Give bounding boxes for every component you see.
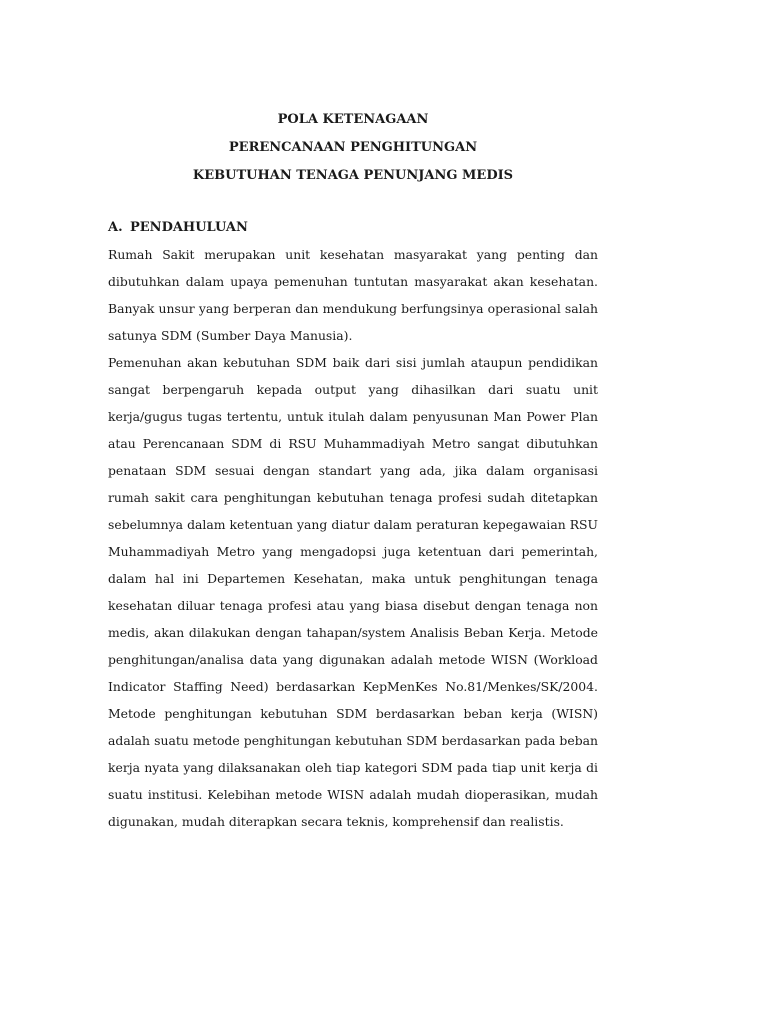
- section-heading: [108, 214, 598, 241]
- title-line-3: KEBUTUHAN TENAGA PENUNJANG MEDIS: [192, 168, 514, 183]
- title-line-1: POLA KETENAGAAN: [277, 112, 429, 127]
- title-line-2: PERENCANAAN PENGHITUNGAN: [228, 140, 478, 155]
- paragraph-1: Rumah Sakit merupakan unit kesehatan masyarakat yang penting dan dibutuhkan dalam upaya pemenuhan tuntutan masyarakat akan kesehatan. Banyak unsur yang berperan dan mendukung berfungsinya operasional salah satunya SDM (Sumber Daya Manusia).: [108, 247, 598, 343]
- paragraph-2: Pemenuhan akan kebutuhan SDM baik dari sisi jumlah ataupun pendidikan sangat berpengaruh kepada output yang dihasilkan dari suatu unit kerja/gugus tugas tertentu, untuk itulah dalam penyusunan Man Power Plan atau Perencanaan SDM di RSU Muhammadiyah Metro sangat dibutuhkan penataan SDM sesuai dengan standart yang ada, jika dalam organisasi rumah sakit cara penghitungan kebutuhan tenaga profesi sudah ditetapkan sebelumnya dalam ketentuan yang diatur dalam peraturan kepegawaian RSU Muhammadiyah Metro yang mengadopsi juga ketentuan dari pemerintah, dalam hal ini Departemen Kesehatan, maka untuk penghitungan tenaga kesehatan diluar tenaga profesi atau yang biasa disebut dengan tenaga non medis, akan dilakukan dengan tahapan/system Analisis Beban Kerja. Metode penghitungan/analisa data yang digunakan adalah metode WISN (Workload Indicator Staffing Need) berdasarkan KepMenKes No.81/Menkes/SK/2004. Metode penghitungan kebutuhan SDM berdasarkan beban kerja (WISN) adalah suatu metode penghitungan kebutuhan SDM berdasarkan pada beban kerja nyata yang dilaksanakan oleh tiap kategori SDM pada tiap unit kerja di suatu institusi. Kelebihan metode WISN adalah mudah dioperasikan, mudah digunakan, mudah diterapkan secara teknis, komprehensif dan realistis.: [108, 355, 598, 829]
- document-page: [108, 106, 598, 835]
- section-heading-text: PENDAHULUAN: [130, 220, 248, 235]
- section-number: A.: [108, 220, 123, 235]
- document-title: [108, 106, 598, 190]
